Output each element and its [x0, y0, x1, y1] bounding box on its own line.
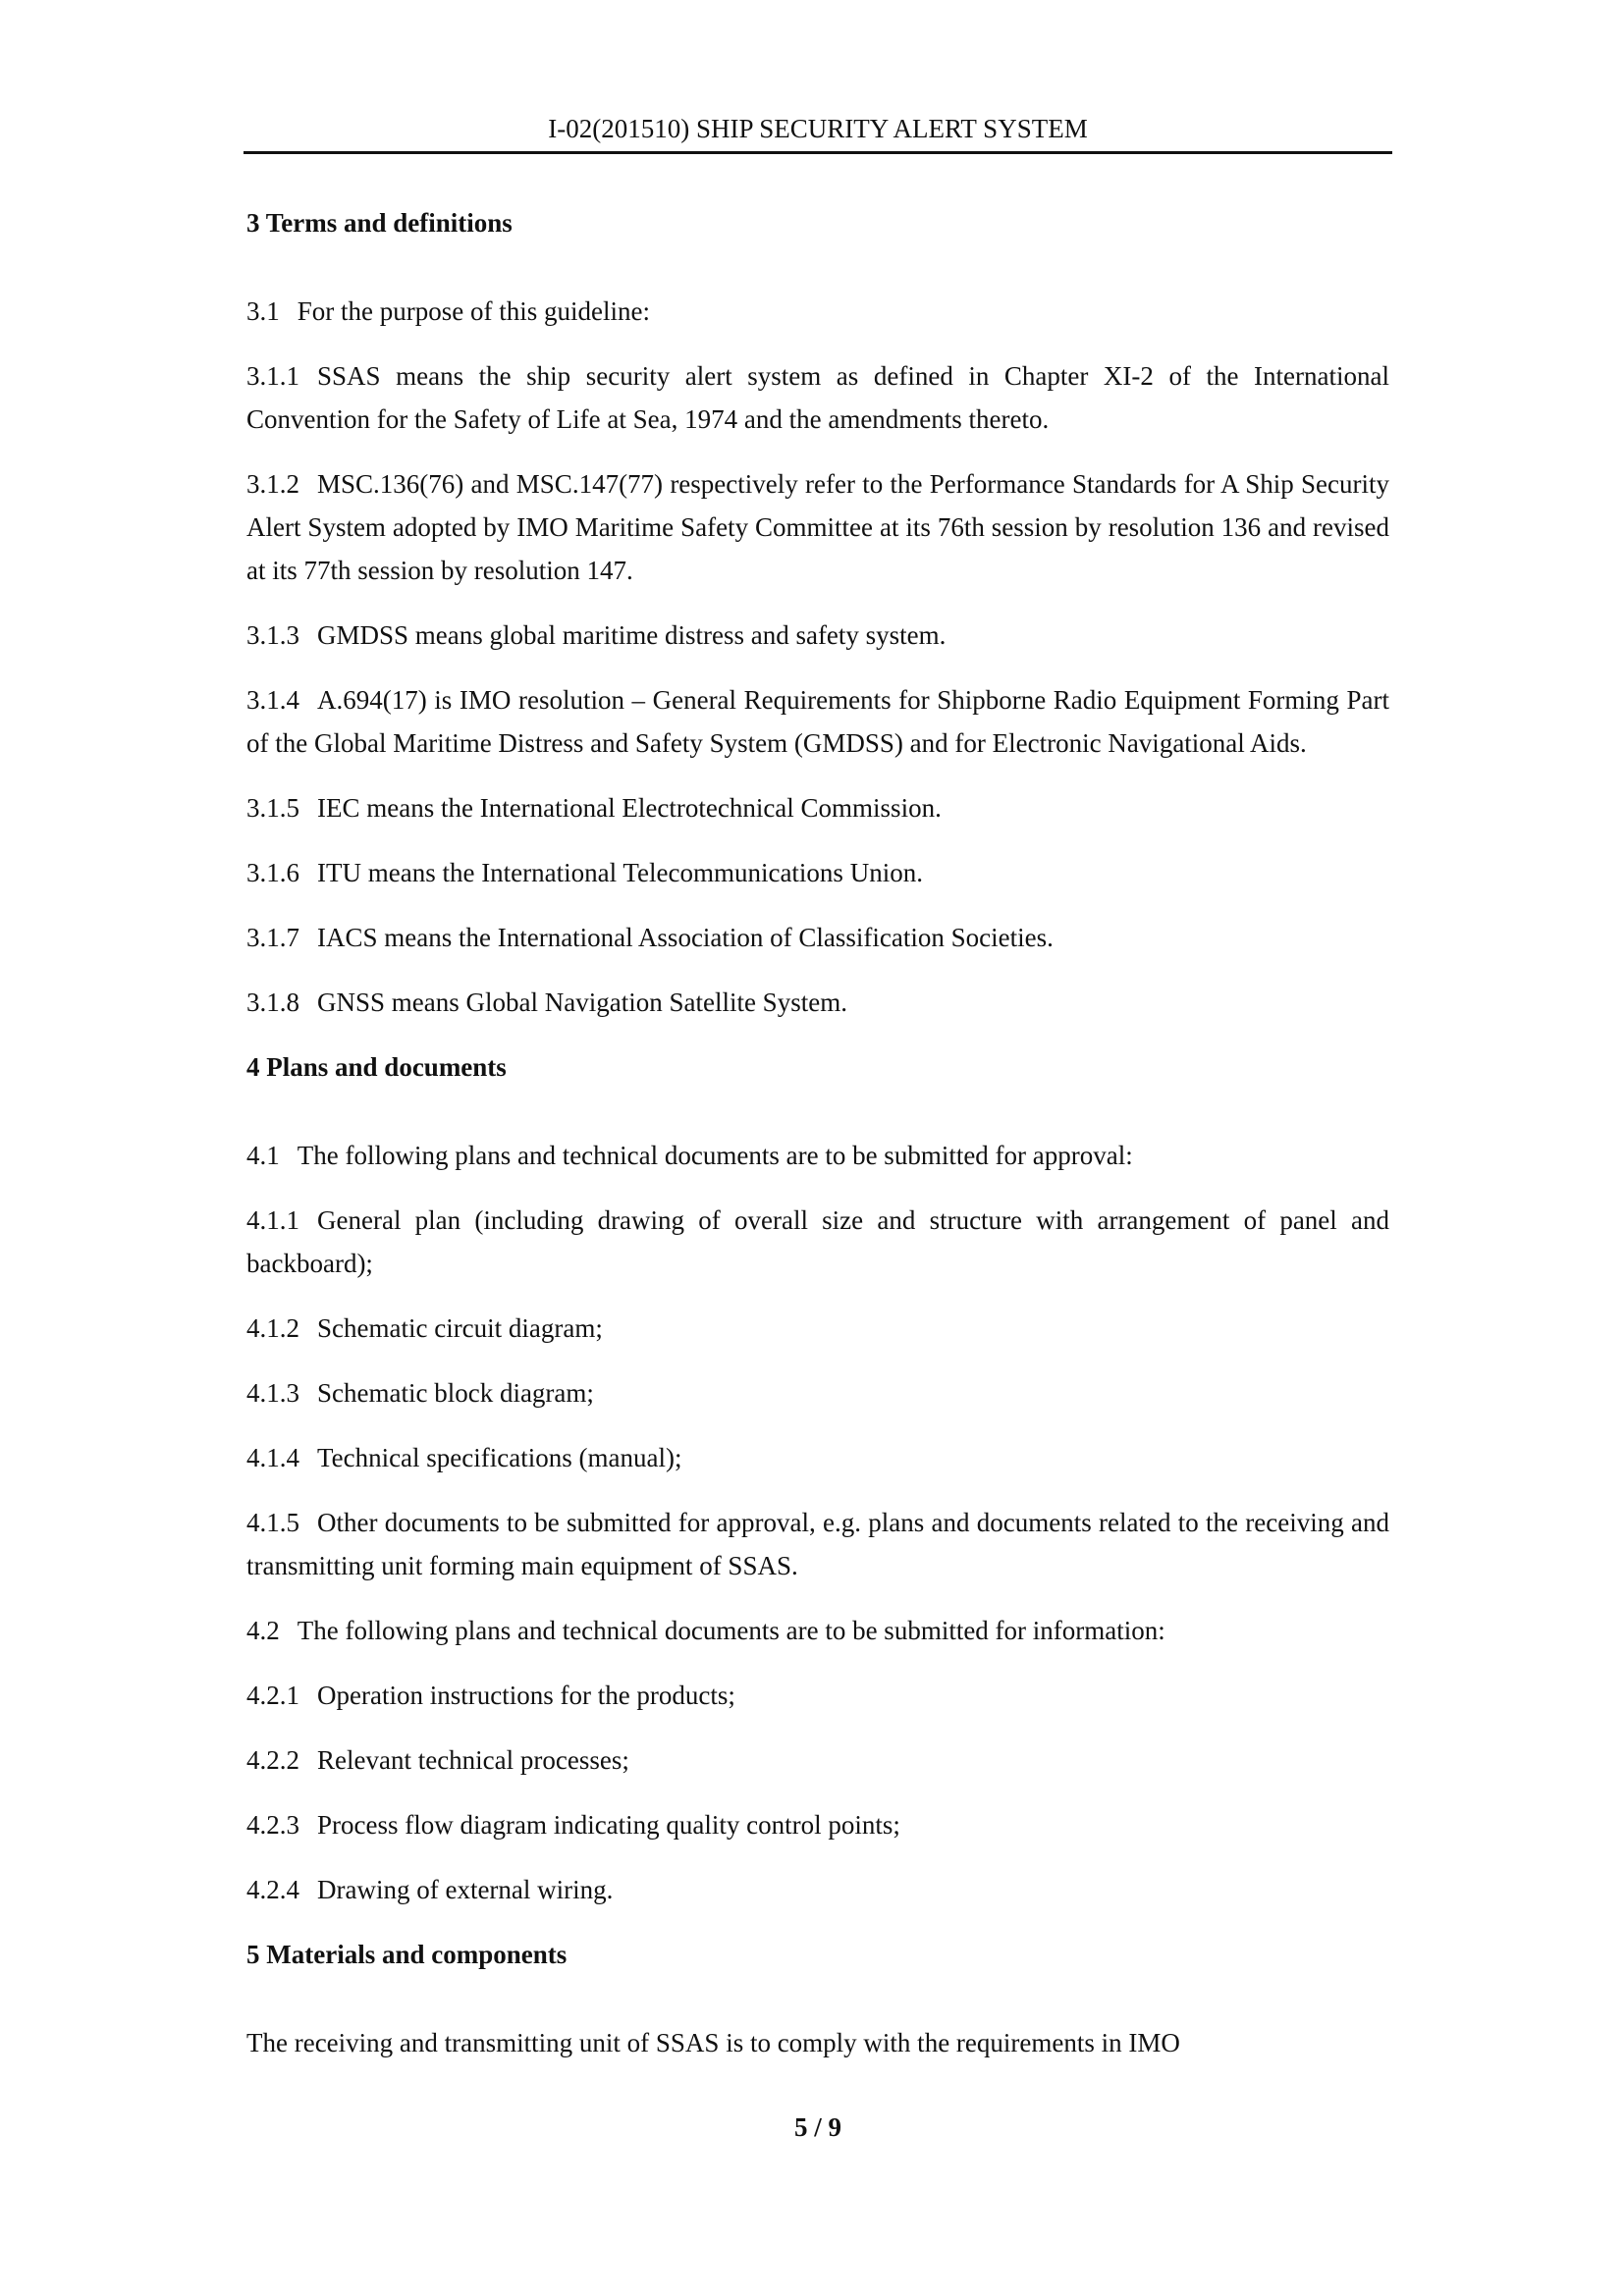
paragraph-text: A.694(17) is IMO resolution – General Requirements for Shipborne Radio Equipment Forming Part of the Global Maritime Distress and Safety System (GMDSS) and for Electronic Navigational Aids.: [246, 685, 1389, 758]
paragraph: [246, 1307, 1389, 1350]
paragraph-number: 4.2.3: [246, 1810, 299, 1840]
paragraph: [246, 678, 1389, 765]
paragraph: [246, 354, 1389, 441]
paragraph: [246, 1436, 1389, 1479]
paragraph: [246, 1738, 1389, 1782]
paragraph: [246, 981, 1389, 1024]
paragraph: [246, 851, 1389, 894]
paragraph: [246, 2021, 1389, 2064]
paragraph: [246, 1501, 1389, 1587]
paragraph-text: GMDSS means global maritime distress and safety system.: [317, 620, 947, 650]
paragraph: [246, 1134, 1389, 1177]
paragraph-number: 4.1.1: [246, 1205, 299, 1235]
paragraph: [246, 1199, 1389, 1285]
document-body: [246, 201, 1389, 2064]
paragraph-number: 4.1.2: [246, 1313, 299, 1343]
section-heading: 4 Plans and documents: [246, 1052, 507, 1082]
paragraph-number: 4.2.1: [246, 1681, 299, 1710]
paragraph-number: 4.2.4: [246, 1875, 299, 1904]
paragraph-text: Process flow diagram indicating quality control points;: [317, 1810, 900, 1840]
paragraph-text: The following plans and technical documents are to be submitted for information:: [297, 1616, 1165, 1645]
paragraph: [246, 1803, 1389, 1846]
paragraph-text: MSC.136(76) and MSC.147(77) respectively refer to the Performance Standards for A Ship Security Alert System adopted by IMO Maritime Safety Committee at its 76th session by resolution 136 and revised at its 77th session by resolution 147.: [246, 469, 1389, 585]
paragraph-number: 4.2: [246, 1616, 280, 1645]
paragraph: [246, 1868, 1389, 1911]
paragraph-number: 4.1: [246, 1141, 280, 1170]
section-heading: 3 Terms and definitions: [246, 208, 513, 238]
paragraph-text: For the purpose of this guideline:: [297, 296, 650, 326]
paragraph-number: 3.1.5: [246, 793, 299, 823]
paragraph-text: Other documents to be submitted for approval, e.g. plans and documents related to the receiving and transmitting unit forming main equipment of SSAS.: [246, 1508, 1389, 1580]
paragraph-number: 3.1: [246, 296, 280, 326]
page-header: I-02(201510) SHIP SECURITY ALERT SYSTEM: [548, 114, 1088, 143]
paragraph: [246, 1674, 1389, 1717]
paragraph-text: Technical specifications (manual);: [317, 1443, 682, 1472]
paragraph-number: 3.1.8: [246, 988, 299, 1017]
paragraph-text: Drawing of external wiring.: [317, 1875, 614, 1904]
paragraph-text: Relevant technical processes;: [317, 1745, 629, 1775]
paragraph-text: The following plans and technical documents are to be submitted for approval:: [297, 1141, 1133, 1170]
paragraph-text: SSAS means the ship security alert system as defined in Chapter XI-2 of the International Convention for the Safety of Life at Sea, 1974 and the amendments thereto.: [246, 361, 1389, 434]
paragraph-number: 3.1.7: [246, 923, 299, 952]
paragraph-text: Schematic circuit diagram;: [317, 1313, 603, 1343]
page-number: 5 / 9: [793, 2112, 841, 2142]
paragraph: [246, 916, 1389, 959]
paragraph-number: 3.1.2: [246, 469, 299, 499]
paragraph-number: 4.1.5: [246, 1508, 299, 1537]
paragraph-text: General plan (including drawing of overall size and structure with arrangement of panel and backboard);: [246, 1205, 1389, 1278]
paragraph-number: 4.1.4: [246, 1443, 299, 1472]
paragraph-number: 3.1.6: [246, 858, 299, 887]
paragraph: [246, 614, 1389, 657]
paragraph: [246, 786, 1389, 829]
header-rule: [244, 151, 1392, 154]
paragraph-text: Operation instructions for the products;: [317, 1681, 735, 1710]
paragraph-number: 3.1.3: [246, 620, 299, 650]
paragraph-number: 3.1.4: [246, 685, 299, 715]
paragraph: [246, 1371, 1389, 1415]
paragraph-text: The receiving and transmitting unit of SSAS is to comply with the requirements in IMO: [246, 2028, 1180, 2057]
paragraph-text: IACS means the International Association of Classification Societies.: [317, 923, 1054, 952]
paragraph-number: 4.2.2: [246, 1745, 299, 1775]
paragraph-text: IEC means the International Electrotechnical Commission.: [317, 793, 942, 823]
paragraph-number: 3.1.1: [246, 361, 299, 391]
paragraph: [246, 462, 1389, 592]
paragraph: [246, 1609, 1389, 1652]
section-heading: 5 Materials and components: [246, 1940, 568, 1969]
paragraph-text: GNSS means Global Navigation Satellite System.: [317, 988, 847, 1017]
paragraph-text: ITU means the International Telecommunications Union.: [317, 858, 923, 887]
paragraph: [246, 290, 1389, 333]
paragraph-number: 4.1.3: [246, 1378, 299, 1408]
paragraph-text: Schematic block diagram;: [317, 1378, 594, 1408]
